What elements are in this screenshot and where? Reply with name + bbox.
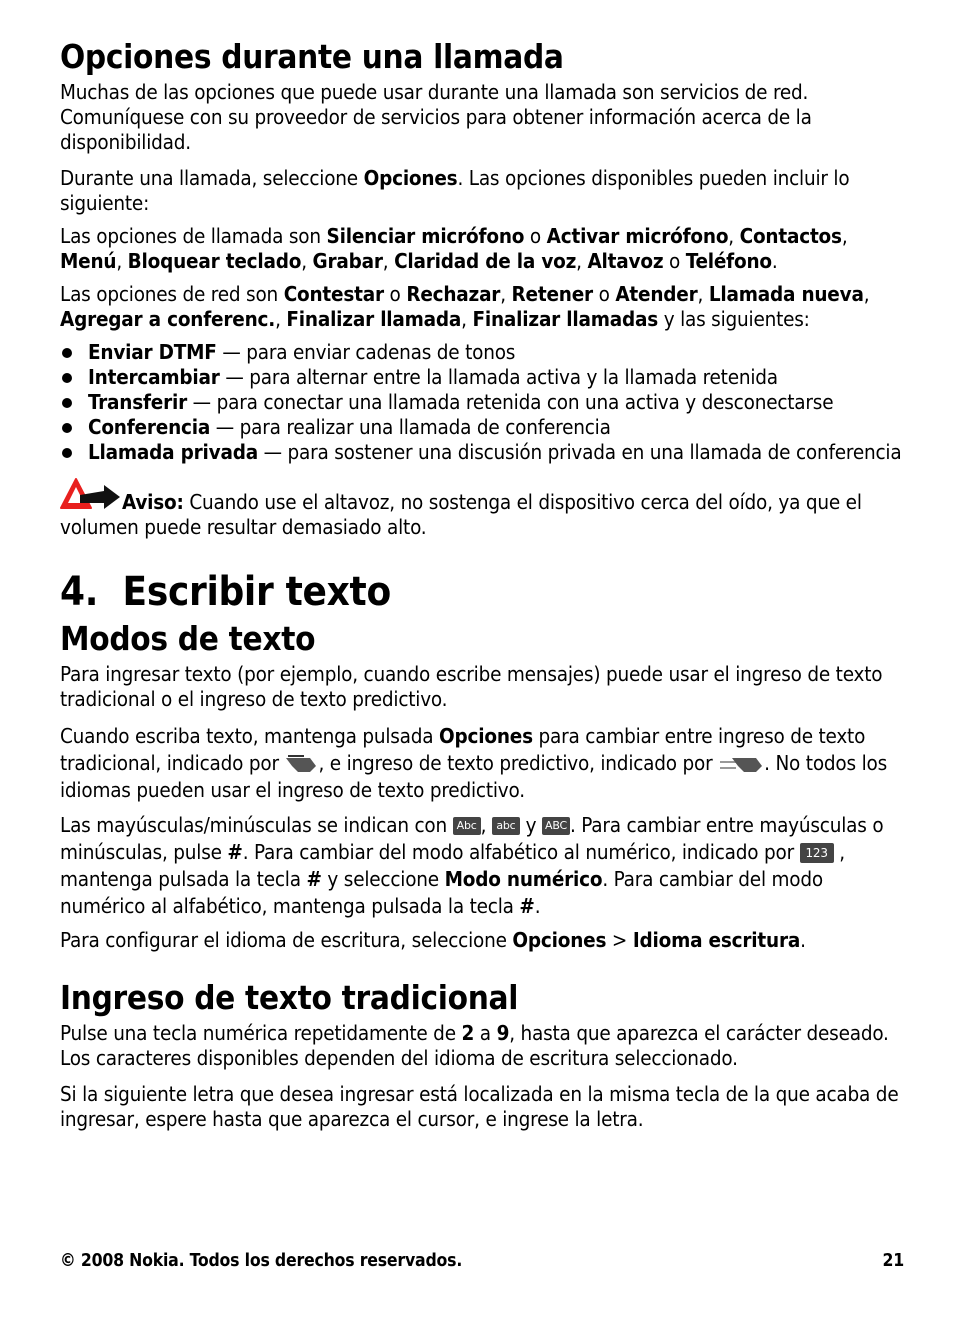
paragraph-call-options: Las opciones de llamada son Silenciar micrófono o Activar micrófono, Contactos, Menú, Bloquear teclado, Grabar, Claridad de la voz, Altavoz o Teléfono.	[60, 224, 848, 273]
chapter-heading: 4. Escribir texto	[60, 569, 391, 615]
bullet-icon	[62, 423, 72, 433]
warning-note: Aviso: Cuando use el altavoz, no sostenga el dispositivo cerca del oído, ya que el volumen puede resultar demasiado alto.	[60, 477, 904, 540]
bullet-icon	[62, 348, 72, 358]
list-item: Enviar DTMF — para enviar cadenas de tonos	[60, 340, 904, 365]
abc-lower-case-icon: abc	[492, 817, 520, 835]
paragraph: Si la siguiente letra que desea ingresar está localizada en la misma tecla de la que acaba de ingresar, espere hasta que aparezca el cursor, e ingrese la letra.	[60, 1082, 899, 1131]
predictive-input-icon	[718, 754, 764, 774]
page-content	[60, 36, 904, 1132]
paragraph: Durante una llamada, seleccione Opciones. Las opciones disponibles pueden incluir lo siguiente:	[60, 166, 850, 215]
page-number: 21	[882, 1251, 904, 1271]
warning-icon	[60, 477, 122, 513]
abc-upper-case-icon: ABC	[542, 817, 570, 835]
paragraph-input-modes: Cuando escriba texto, mantenga pulsada Opciones para cambiar entre ingreso de texto tradicional, indicado por , e ingreso de texto predictivo, indicado por . No todos los idiomas pueden usar el ingreso de texto predictivo.	[60, 724, 887, 802]
paragraph: Pulse una tecla numérica repetidamente de 2 a 9, hasta que aparezca el carácter deseado. Los caracteres disponibles dependen del idioma de escritura seleccionado.	[60, 1021, 889, 1070]
traditional-input-icon	[284, 754, 318, 774]
paragraph: Muchas de las opciones que puede usar durante una llamada son servicios de red. Comuníquese con su proveedor de servicios para obtener información acerca de la disponibilidad.	[60, 80, 812, 154]
bullet-icon	[62, 448, 72, 458]
bullet-list	[60, 340, 904, 465]
abc-title-case-icon: Abc	[453, 817, 481, 835]
list-item: Transferir — para conectar una llamada retenida con una activa y desconectarse	[60, 390, 904, 415]
page-footer	[60, 1249, 904, 1273]
section-heading-text-modes: Modos de texto	[60, 619, 316, 658]
paragraph-case-modes: Las mayúsculas/minúsculas se indican con Abc , abc y ABC . Para cambiar entre mayúsculas o minúsculas, pulse #. Para cambiar del modo alfabético al numérico, indicado por 123 , mantenga pulsada la tecla # y seleccione Modo numérico. Para cambiar del modo numérico al alfabético, mantenga pulsada la tecla #.	[60, 813, 884, 918]
list-item: Intercambiar — para alternar entre la llamada activa y la llamada retenida	[60, 365, 904, 390]
copyright: © 2008 Nokia. Todos los derechos reservados.	[60, 1251, 463, 1271]
paragraph-language: Para configurar el idioma de escritura, seleccione Opciones > Idioma escritura.	[60, 928, 806, 952]
paragraph-network-options: Las opciones de red son Contestar o Rechazar, Retener o Atender, Llamada nueva, Agregar a conferenc., Finalizar llamada, Finalizar llamadas y las siguientes:	[60, 282, 870, 331]
list-item: Llamada privada — para sostener una discusión privada en una llamada de conferencia	[60, 440, 904, 465]
list-item: Conferencia — para realizar una llamada de conferencia	[60, 415, 904, 440]
bullet-icon	[62, 398, 72, 408]
section-heading-traditional-input: Ingreso de texto tradicional	[60, 978, 519, 1017]
bullet-icon	[62, 373, 72, 383]
paragraph: Para ingresar texto (por ejemplo, cuando escribe mensajes) puede usar el ingreso de texto tradicional o el ingreso de texto predictivo.	[60, 662, 883, 711]
section-heading-call-options: Opciones durante una llamada	[60, 37, 564, 76]
numeric-mode-icon: 123	[800, 843, 834, 863]
